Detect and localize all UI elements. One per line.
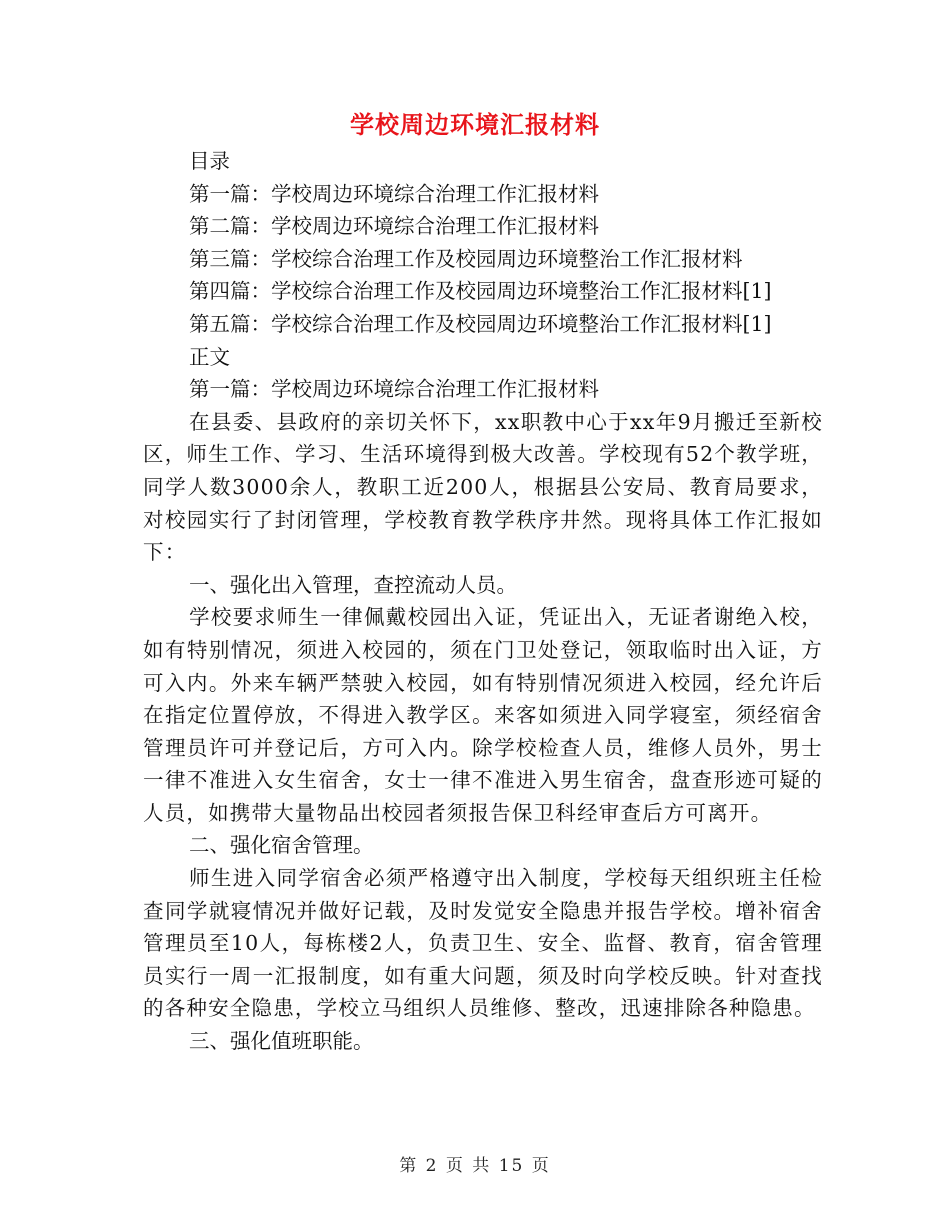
toc-item: 第三篇：学校综合治理工作及校园周边环境整治工作汇报材料 [189, 246, 743, 271]
intro-paragraph: 在县委、县政府的亲切关怀下，xx职教中心于xx年9月搬迁至新校区，师生工作、学习、生活环境得到极大改善。学校现有52个教学班，同学人数3000余人，教职工近200人，根据县公安局、教育局要求，对校园实行了封闭管理，学校教育教学秩序井然。现将具体工作汇报如下： [143, 409, 823, 565]
toc-item: 第二篇：学校周边环境综合治理工作汇报材料 [189, 214, 599, 239]
page-number: 第 2 页 共 15 页 [399, 1156, 551, 1176]
toc-item: 第一篇：学校周边环境综合治理工作汇报材料 [189, 181, 599, 206]
section-paragraph: 学校要求师生一律佩戴校园出入证，凭证出入，无证者谢绝入校，如有特别情况，须进入校园的，须在门卫处登记，领取临时出入证，方可入内。外来车辆严禁驶入校园，如有特别情况须进入校园，经允许后在指定位置停放，不得进入教学区。来客如须进入同学寝室，须经宿舍管理员许可并登记后，方可入内。除学校检查人员，维修人员外，男士一律不准进入女生宿舍，女士一律不准进入男生宿舍，盘查形迹可疑的人员，如携带大量物品出校园者须报告保卫科经审查后方可离开。 [143, 605, 823, 825]
document-title: 学校周边环境汇报材料 [350, 110, 600, 139]
toc-heading: 目录 [189, 149, 230, 173]
toc-item: 第五篇：学校综合治理工作及校园周边环境整治工作汇报材料[1] [189, 311, 772, 336]
section-heading: 二、强化宿舍管理。 [189, 833, 374, 858]
section-heading: 三、强化值班职能。 [189, 1029, 374, 1054]
section-paragraph: 师生进入同学宿舍必须严格遵守出入制度，学校每天组织班主任检查同学就寝情况并做好记载，及时发觉安全隐患并报告学校。增补宿舍管理员至10人，每栋楼2人，负责卫生、安全、监督、教育，宿舍管理员实行一周一汇报制度，如有重大问题，须及时向学校反映。针对查找的各种安全隐患，学校立马组织人员维修、整改，迅速排除各种隐患。 [143, 866, 823, 1021]
section-heading: 一、强化出入管理，查控流动人员。 [189, 572, 517, 597]
document-body [143, 145, 823, 1058]
article-title: 第一篇：学校周边环境综合治理工作汇报材料 [189, 377, 599, 402]
body-heading: 正文 [189, 344, 230, 369]
toc-item: 第四篇：学校综合治理工作及校园周边环境整治工作汇报材料[1] [189, 279, 772, 304]
